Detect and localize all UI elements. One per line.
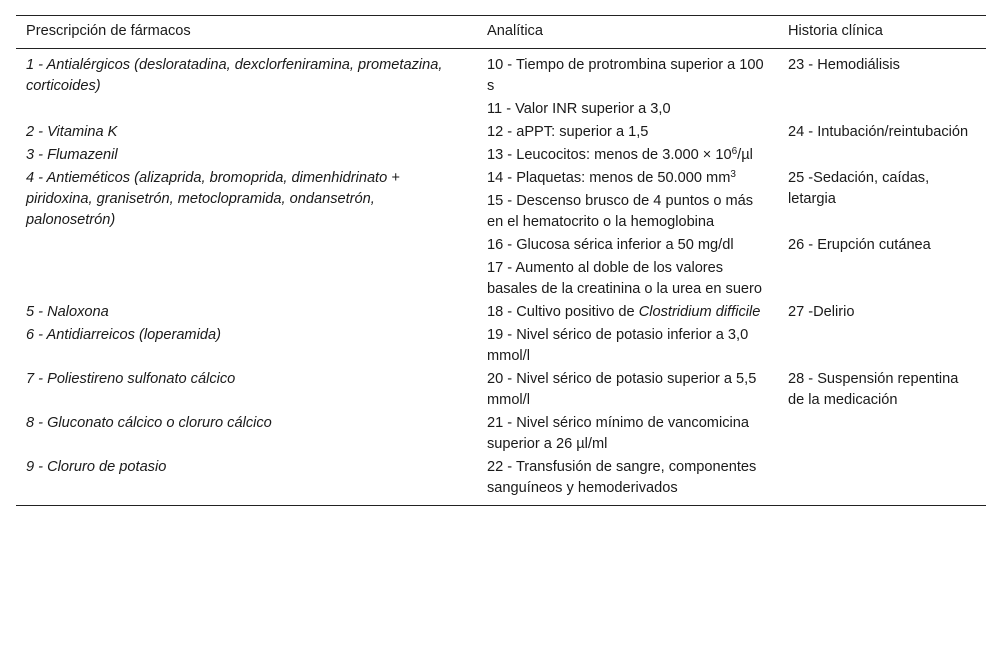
table-row bbox=[16, 301, 986, 324]
table-row bbox=[16, 98, 986, 121]
drug-1: 1 - Antialérgicos (desloratadina, dexclorfeniramina, prometazina, corticoides) bbox=[26, 57, 443, 94]
lab-18-text: 18 - Cultivo positivo de bbox=[487, 304, 639, 320]
lab-18 bbox=[477, 301, 778, 324]
lab-18-organism: Clostridium difficile bbox=[638, 304, 761, 320]
header-row bbox=[16, 16, 986, 49]
drug-8: 8 - Gluconato cálcico o cloruro cálcico bbox=[26, 415, 272, 431]
history-23: 23 - Hemodiálisis bbox=[788, 57, 900, 73]
lab-22: 22 - Transfusión de sangre, componentes sanguíneos y hemoderivados bbox=[487, 459, 757, 496]
lab-13-exponent: 6 bbox=[731, 146, 738, 157]
lab-21: 21 - Nivel sérico mínimo de vancomicina superior a 26 µl/ml bbox=[487, 415, 749, 452]
header-drugs: Prescripción de fármacos bbox=[26, 23, 191, 39]
history-25: 25 -Sedación, caídas, letargia bbox=[788, 170, 930, 207]
lab-13-unit: /µl bbox=[737, 147, 753, 163]
lab-17: 17 - Aumento al doble de los valores basales de la creatinina o la urea en suero bbox=[487, 260, 763, 297]
lab-13 bbox=[477, 144, 778, 167]
history-24: 24 - Intubación/reintubación bbox=[788, 124, 969, 140]
criteria-table bbox=[16, 15, 986, 506]
drug-9: 9 - Cloruro de potasio bbox=[26, 459, 167, 475]
table-row bbox=[16, 167, 986, 190]
empty-cell bbox=[16, 98, 477, 121]
lab-16: 16 - Glucosa sérica inferior a 50 mg/dl bbox=[487, 237, 734, 253]
lab-10: 10 - Tiempo de protrombina superior a 100 s bbox=[487, 57, 764, 94]
table-row bbox=[16, 121, 986, 144]
table-row bbox=[16, 49, 986, 99]
history-26: 26 - Erupción cutánea bbox=[788, 237, 931, 253]
drug-6: 6 - Antidiarreicos (loperamida) bbox=[26, 327, 221, 343]
table-row bbox=[16, 368, 986, 412]
lab-12: 12 - aPPT: superior a 1,5 bbox=[487, 124, 649, 140]
history-28: 28 - Suspensión repentina de la medicación bbox=[788, 371, 959, 408]
lab-15: 15 - Descenso brusco de 4 puntos o más en el hematocrito o la hemoglobina bbox=[487, 193, 754, 230]
drug-4: 4 - Antieméticos (alizaprida, bromoprida, dimenhidrinato + piridoxina, granisetrón, metoclopramida, ondansetrón, palonosetrón) bbox=[26, 170, 400, 228]
drug-7: 7 - Poliestireno sulfonato cálcico bbox=[26, 371, 236, 387]
lab-14 bbox=[477, 167, 778, 190]
lab-20: 20 - Nivel sérico de potasio superior a 5,5 mmol/l bbox=[487, 371, 757, 408]
lab-13-text: 13 - Leucocitos: menos de 3.000 × 10 bbox=[487, 147, 732, 163]
header-history: Historia clínica bbox=[788, 23, 883, 39]
lab-14-exponent: 3 bbox=[730, 169, 736, 180]
history-27: 27 -Delirio bbox=[788, 304, 855, 320]
empty-cell bbox=[778, 98, 986, 121]
drug-3: 3 - Flumazenil bbox=[26, 147, 118, 163]
lab-19: 19 - Nivel sérico de potasio inferior a 3,0 mmol/l bbox=[487, 327, 749, 364]
lab-11: 11 - Valor INR superior a 3,0 bbox=[487, 101, 671, 117]
header-lab: Analítica bbox=[487, 23, 543, 39]
drug-2: 2 - Vitamina K bbox=[26, 124, 118, 140]
lab-14-text: 14 - Plaquetas: menos de 50.000 mm bbox=[487, 170, 731, 186]
drug-5: 5 - Naloxona bbox=[26, 304, 109, 320]
